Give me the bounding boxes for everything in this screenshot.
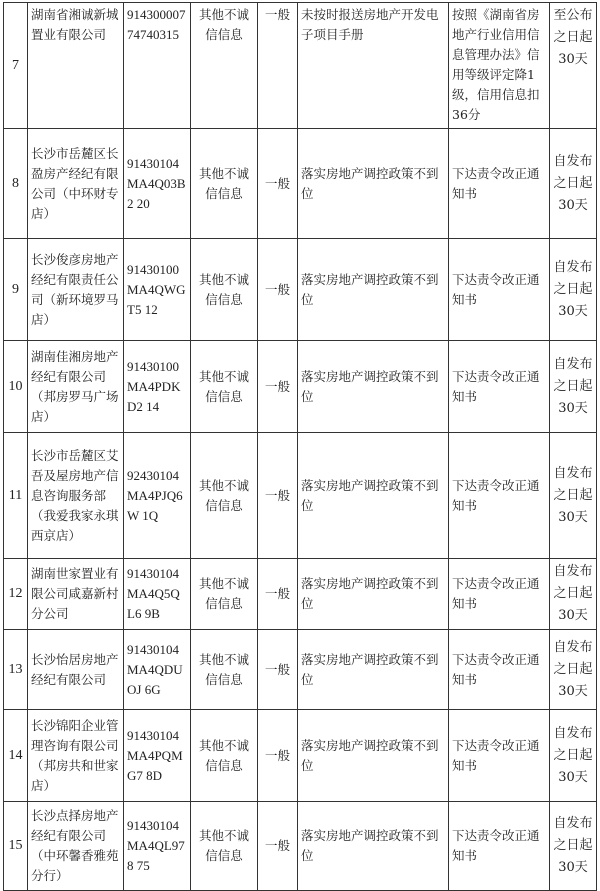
violation-reason-cell: 未按时报送房地产开发电子项目手册 (298, 3, 449, 129)
violation-reason-cell: 落实房地产调控政策不到位 (298, 802, 449, 891)
table-row (4, 239, 597, 341)
info-category-cell: 其他不诚信信息 (191, 3, 258, 129)
table-row (4, 710, 597, 802)
severity-level-cell: 一般 (258, 559, 298, 630)
severity-level-cell: 一般 (258, 802, 298, 891)
penalty-measure-cell: 下达责令改正通知书 (449, 433, 550, 559)
credit-code-cell: 914300007 74740315 (124, 3, 191, 129)
violation-reason-cell: 落实房地产调控政策不到位 (298, 239, 449, 341)
row-number-cell: 9 (4, 239, 28, 341)
table-body (4, 3, 597, 891)
severity-level-cell: 一般 (258, 341, 298, 433)
info-category-cell: 其他不诚信信息 (191, 341, 258, 433)
table-row (4, 559, 597, 630)
severity-level-cell: 一般 (258, 129, 298, 239)
publish-period-cell: 自发布之日起30天 (550, 710, 597, 802)
penalty-measure-cell: 下达责令改正通知书 (449, 341, 550, 433)
info-category-cell: 其他不诚信信息 (191, 710, 258, 802)
info-category-cell: 其他不诚信信息 (191, 239, 258, 341)
row-number-cell: 8 (4, 129, 28, 239)
publish-period-cell: 自发布之日起30天 (550, 802, 597, 891)
company-name-cell: 湖南世家置业有限公司咸嘉新村分公司 (28, 559, 124, 630)
violation-reason-cell: 落实房地产调控政策不到位 (298, 710, 449, 802)
company-name-cell: 长沙俊彦房地产经纪有限责任公司（新环境罗马店） (28, 239, 124, 341)
credit-code-cell: 91430100 MA4PDKD2 14 (124, 341, 191, 433)
violation-reason-cell: 落实房地产调控政策不到位 (298, 433, 449, 559)
table-row (4, 341, 597, 433)
credit-code-cell: 91430100 MA4QWGT5 12 (124, 239, 191, 341)
penalty-measure-cell: 下达责令改正通知书 (449, 239, 550, 341)
severity-level-cell: 一般 (258, 239, 298, 341)
publish-period-cell: 自发布之日起30天 (550, 341, 597, 433)
publish-period-cell: 自发布之日起30天 (550, 559, 597, 630)
credit-code-cell: 91430104 MA4Q03B2 20 (124, 129, 191, 239)
severity-level-cell: 一般 (258, 630, 298, 710)
company-name-cell: 长沙锦阳企业管理咨询有限公司（邦房共和世家店） (28, 710, 124, 802)
publish-period-cell: 自发布之日起30天 (550, 239, 597, 341)
penalty-measure-cell: 下达责令改正通知书 (449, 802, 550, 891)
severity-level-cell: 一般 (258, 3, 298, 129)
company-name-cell: 湖南省湘诚新城置业有限公司 (28, 3, 124, 129)
credit-code-cell: 91430104 MA4PQMG7 8D (124, 710, 191, 802)
publish-period-cell: 至公布之日起30天 (550, 3, 597, 129)
penalty-measure-cell: 按照《湖南省房地产行业信用信息管理办法》信用等级评定降1级，信用信息扣36分 (449, 3, 550, 129)
table-row (4, 433, 597, 559)
credit-info-table (3, 2, 597, 891)
publish-period-cell: 自发布之日起30天 (550, 630, 597, 710)
company-name-cell: 长沙市岳麓区艾吾及屋房地产信息咨询服务部（我爱我家永琪西京店） (28, 433, 124, 559)
table-row (4, 129, 597, 239)
credit-code-cell: 92430104 MA4PJQ6W 1Q (124, 433, 191, 559)
credit-code-cell: 91430104 MA4Q5QL6 9B (124, 559, 191, 630)
publish-period-cell: 自发布之日起30天 (550, 129, 597, 239)
row-number-cell: 15 (4, 802, 28, 891)
company-name-cell: 长沙市岳麓区长盈房产经纪有限公司（中环财专店） (28, 129, 124, 239)
info-category-cell: 其他不诚信信息 (191, 433, 258, 559)
table-row (4, 630, 597, 710)
credit-code-cell: 91430104 MA4QL978 75 (124, 802, 191, 891)
info-category-cell: 其他不诚信信息 (191, 630, 258, 710)
penalty-measure-cell: 下达责令改正通知书 (449, 129, 550, 239)
penalty-measure-cell: 下达责令改正通知书 (449, 630, 550, 710)
penalty-measure-cell: 下达责令改正通知书 (449, 710, 550, 802)
severity-level-cell: 一般 (258, 710, 298, 802)
row-number-cell: 14 (4, 710, 28, 802)
row-number-cell: 7 (4, 3, 28, 129)
publish-period-cell: 自发布之日起30天 (550, 433, 597, 559)
info-category-cell: 其他不诚信信息 (191, 559, 258, 630)
company-name-cell: 长沙点择房地产经纪有限公司（中环馨香雅苑分行） (28, 802, 124, 891)
violation-reason-cell: 落实房地产调控政策不到位 (298, 341, 449, 433)
row-number-cell: 12 (4, 559, 28, 630)
row-number-cell: 10 (4, 341, 28, 433)
violation-reason-cell: 落实房地产调控政策不到位 (298, 630, 449, 710)
penalty-measure-cell: 下达责令改正通知书 (449, 559, 550, 630)
company-name-cell: 湖南佳湘房地产经纪有限公司（邦房罗马广场店） (28, 341, 124, 433)
company-name-cell: 长沙怡居房地产经纪有限公司 (28, 630, 124, 710)
severity-level-cell: 一般 (258, 433, 298, 559)
table-row (4, 802, 597, 891)
row-number-cell: 11 (4, 433, 28, 559)
violation-reason-cell: 落实房地产调控政策不到位 (298, 559, 449, 630)
credit-code-cell: 91430104 MA4QDUOJ 6G (124, 630, 191, 710)
row-number-cell: 13 (4, 630, 28, 710)
info-category-cell: 其他不诚信信息 (191, 802, 258, 891)
info-category-cell: 其他不诚信信息 (191, 129, 258, 239)
table-row (4, 3, 597, 129)
violation-reason-cell: 落实房地产调控政策不到位 (298, 129, 449, 239)
